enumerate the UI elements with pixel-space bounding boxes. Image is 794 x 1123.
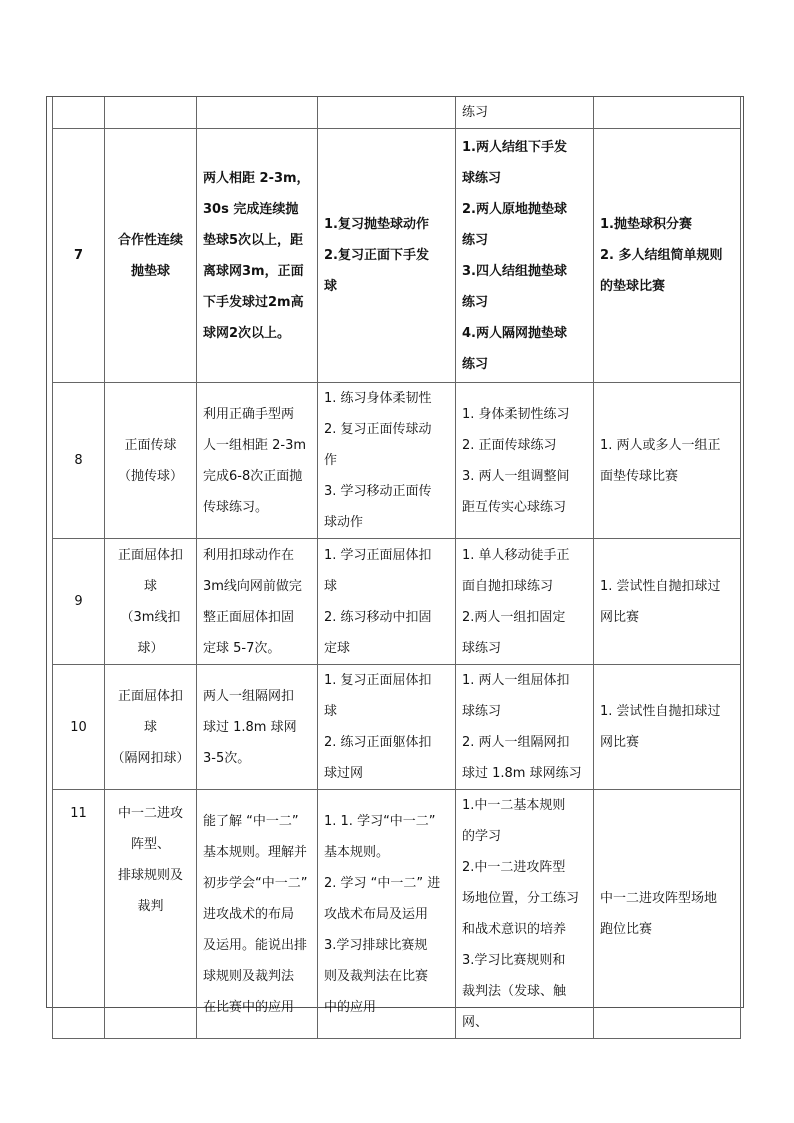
learning-goal-cell [197,383,318,539]
cell-text-line: 2.两人原地抛垫球 [462,201,567,217]
cell-text-line: 2. 练习移动中扣固 [324,609,432,625]
cell-text-line: 基本规则。 [324,844,390,860]
cell-text-line: 排球规则及 [117,868,183,883]
cell-text-line: 3.四人结组抛垫球 [462,263,567,279]
cell-text-line: 1.抛垫球积分赛 [600,217,692,232]
cell-text-line: 3m线向网前做完 [203,578,302,594]
lesson-topic-cell [105,383,197,539]
cell-text-line: 正面传球 [124,437,177,453]
cell-text-line: 1. 身体柔韧性练习 [462,406,570,422]
cell-text-line: 球动作 [324,515,364,530]
learning-goal-cell [197,665,318,790]
cell-text-line: 则及裁判法在比赛 [324,968,429,984]
review-content-cell [318,129,456,383]
cell-text-line: 距互传实心球练习 [462,499,567,515]
review-content-cell [318,97,456,129]
lesson-topic-cell [105,129,197,383]
cell-text-line: 1. 练习身体柔韧性 [324,391,432,406]
cell-text-line: 进攻战术的布局 [203,906,295,922]
game-content-cell [594,539,741,665]
practice-content-cell [456,665,594,790]
review-content-cell [318,665,456,790]
cell-text-line: 定球 [324,640,351,656]
cell-text-line: 球练习 [462,640,502,656]
cell-text-line: 1. 两人或多人一组正 [600,437,721,453]
cell-text-line: 球练习 [462,704,502,719]
cell-text-line: 中一二进攻 [117,806,183,821]
cell-text-line: 1. 单人移动徒手正 [462,547,570,563]
cell-text-line: 离球网3m，正面 [203,263,304,279]
cell-text-line: 2. 两人一组隔网扣 [462,735,570,750]
cell-text-line: 能了解 “中一二” [203,813,299,829]
cell-text-line: 球网2次以上。 [203,325,291,341]
cell-text-line: 跑位比赛 [600,922,653,937]
lesson-topic-cell [105,97,197,129]
learning-goal-cell [197,129,318,383]
cell-text-line: 3.学习排球比赛规 [324,937,428,953]
table-row [53,539,741,665]
cell-text-line: 传球练习。 [203,499,269,515]
cell-text-line: 2. 学习 “中一二” 进 [324,875,441,891]
cell-text-line: 初步学会“中一二” [203,875,308,891]
cell-text-line: 1. 尝试性自抛扣球过 [600,704,721,719]
cell-text-line: 1. 复习正面屈体扣 [324,673,432,688]
cell-text-line: 利用扣球动作在 [203,547,295,563]
review-content-cell [318,383,456,539]
cell-text-line: （抛传球） [117,468,183,484]
cell-text-line: 3. 学习移动正面传 [324,484,432,499]
cell-text-line: 网比赛 [600,735,640,750]
cell-text-line: 3.学习比赛规则和 [462,953,566,968]
cell-text-line: 2. 复习正面传球动 [324,422,432,437]
cell-text-line: （3m线扣球） [120,609,181,656]
game-content-cell [594,97,741,129]
cell-text-line: 2. 练习正面躯体扣 [324,735,432,750]
game-content-cell [594,665,741,790]
cell-text-line: 基本规则。理解并 [203,844,308,860]
cell-text-line: 1. 1. 学习“中一二” [324,813,436,829]
cell-text-line: 作 [324,453,338,468]
review-content-cell [318,790,456,1039]
cell-text-line: 阵型、 [130,837,170,852]
cell-text-line: 抛垫球 [130,263,170,279]
learning-goal-cell [197,539,318,665]
cell-text-line: 人一组相距 2-3m [203,437,307,453]
cell-text-line: 球练习 [462,170,502,186]
cell-text-line: 正面屈体扣 [117,688,183,704]
learning-goal-cell [197,97,318,129]
cell-text-line: 2. 正面传球练习 [462,437,557,453]
table-row [53,665,741,790]
lesson-topic-cell [105,665,197,790]
cell-text-line: 整正面屈体扣固 [203,609,295,625]
cell-text-line: 面垫传球比赛 [600,468,679,484]
cell-text-line: 合作性连续 [117,232,183,248]
cell-text-line: 球 [324,578,338,594]
cell-text-line: 3-5次。 [203,750,251,766]
practice-content-cell [456,539,594,665]
cell-text-line: 球 [324,704,338,719]
cell-text-line: 球规则及裁判法 [203,968,295,984]
lesson-number-cell: 11 [53,790,105,1039]
cell-text-line: 1. 两人一组屈体扣 [462,673,570,688]
cell-text-line: 球过网 [324,766,364,781]
cell-text-line: 练习 [462,356,489,372]
game-content-cell [594,790,741,1039]
lesson-plan-table [52,97,741,1039]
lesson-topic-cell [105,539,197,665]
cell-text-line: 1.中一二基本规则 [462,798,566,813]
cell-text-line: （隔网扣球） [111,750,190,766]
cell-text-line: 利用正确手型两 [203,406,295,422]
cell-text-line: 2.中一二进攻阵型 [462,860,566,875]
cell-text-line: 2. 多人结组简单规则 [600,248,723,263]
cell-text-line: 完成6-8次正面抛 [203,468,303,484]
cell-text-line: 中的应用 [324,999,377,1015]
table-row [53,97,741,129]
cell-text-line: 垫球5次以上，距 [203,232,304,248]
cell-text-line: 球 [324,279,338,294]
lesson-number-cell: 8 [53,383,105,539]
cell-text-line: 1. 尝试性自抛扣球过 [600,578,721,594]
learning-goal-cell [197,790,318,1039]
cell-text-line: 攻战术布局及运用 [324,906,429,922]
cell-text-line: 裁判法（发球、触网、 [462,984,567,1030]
cell-text-line: 4.两人隔网抛垫球 [462,325,567,341]
practice-content-cell [456,97,594,129]
practice-content-cell [456,383,594,539]
review-content-cell [318,539,456,665]
cell-text-line: 球 [143,719,157,735]
cell-text-line: 球过 1.8m 球网练习 [462,766,582,781]
table-row [53,790,741,1039]
cell-text-line: 2.复习正面下手发 [324,248,429,263]
cell-text-line: 练习 [462,294,489,310]
cell-text-line: 两人相距 2-3m， [203,170,310,186]
lesson-number-cell: 10 [53,665,105,790]
cell-text-line: 1.两人结组下手发 [462,139,567,155]
cell-text-line: 球 [143,578,157,594]
cell-text-line: 定球 5-7次。 [203,640,281,656]
cell-text-line: 在比赛中的应用 [203,999,295,1015]
cell-text-line: 1. 学习正面屈体扣 [324,547,432,563]
table-row [53,129,741,383]
game-content-cell [594,383,741,539]
cell-text-line: 的垫球比赛 [600,279,666,294]
cell-text-line: 网比赛 [600,609,640,625]
cell-text-line: 练习 [462,232,489,248]
cell-text-line: 正面屈体扣 [117,547,183,563]
lesson-number-cell: 9 [53,539,105,665]
cell-text-line: 两人一组隔网扣 [203,688,295,704]
cell-text-line: 面自抛扣球练习 [462,578,554,594]
cell-text-line: 裁判 [137,899,164,914]
lesson-number-cell [53,97,105,129]
cell-text-line: 球过 1.8m 球网 [203,719,297,735]
cell-text-line: 1.复习抛垫球动作 [324,217,429,232]
lesson-topic-cell [105,790,197,1039]
game-content-cell [594,129,741,383]
cell-text-line: 场地位置，分工练习 [462,891,580,906]
cell-text-line: 和战术意识的培养 [462,922,567,937]
cell-text-line: 3. 两人一组调整间 [462,468,570,484]
cell-text-line: 练习 [462,105,489,120]
cell-text-line: 30s 完成连续抛 [203,201,299,217]
practice-content-cell [456,129,594,383]
cell-text-line: 中一二进攻阵型场地 [600,891,718,906]
table-row [53,383,741,539]
cell-text-line: 及运用。能说出排 [203,937,308,953]
cell-text-line: 的学习 [462,829,502,844]
cell-text-line: 2.两人一组扣固定 [462,609,566,625]
cell-text-line: 下手发球过2m高 [203,294,304,310]
lesson-number-cell: 7 [53,129,105,383]
practice-content-cell [456,790,594,1039]
